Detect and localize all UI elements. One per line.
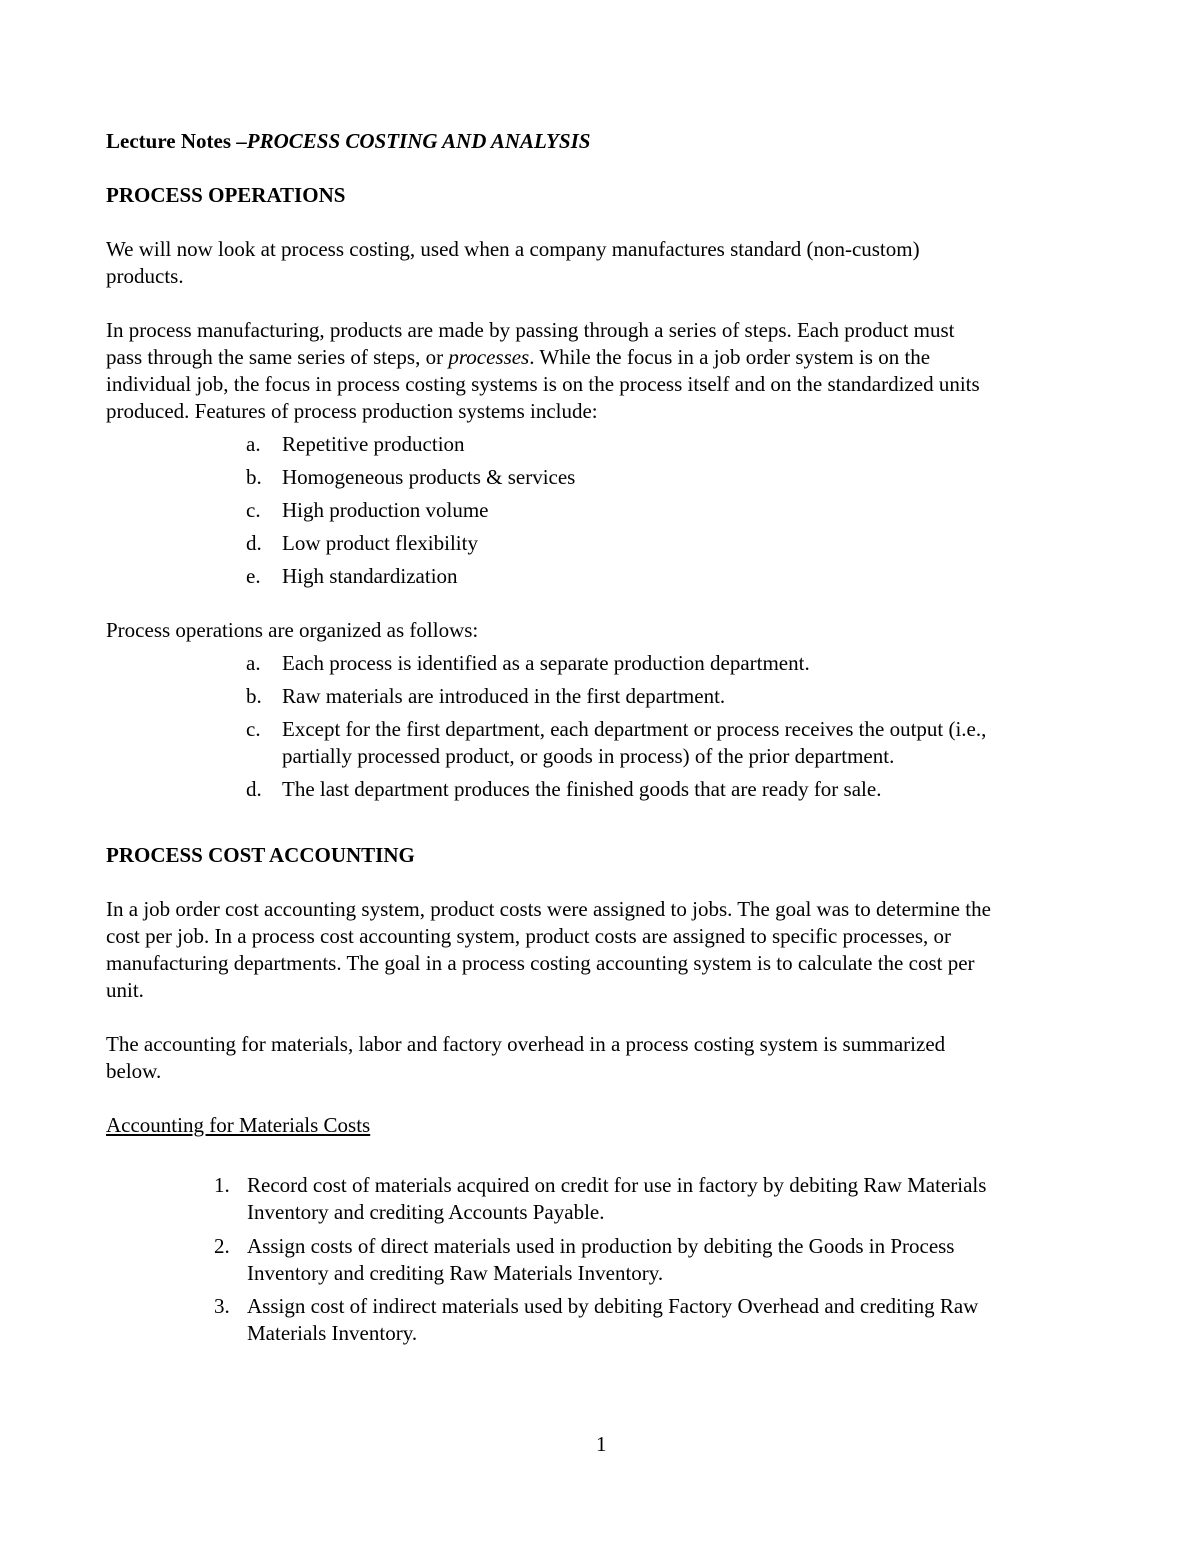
list-text: partially processed product, or goods in process) of the prior department. bbox=[282, 744, 895, 768]
paragraph-line: products. bbox=[106, 264, 184, 288]
list-text: Assign cost of indirect materials used by debiting Factory Overhead and crediting Raw bbox=[247, 1294, 979, 1318]
text-run: pass through the same series of steps, or bbox=[106, 345, 449, 369]
list-text: Raw materials are introduced in the first department. bbox=[282, 684, 726, 708]
heading-process-cost-accounting: PROCESS COST ACCOUNTING bbox=[106, 843, 415, 867]
subheading-materials-costs: Accounting for Materials Costs bbox=[106, 1113, 371, 1137]
list-text: Homogeneous products & services bbox=[282, 465, 576, 489]
list-text: High production volume bbox=[282, 498, 489, 522]
list-marker: b. bbox=[246, 684, 262, 708]
list-text: Inventory and crediting Raw Materials Inventory. bbox=[247, 1261, 664, 1285]
paragraph-line bbox=[106, 344, 930, 371]
list-marker: c. bbox=[246, 498, 261, 522]
list-text: Each process is identified as a separate production department. bbox=[282, 651, 810, 675]
list-marker: a. bbox=[246, 432, 261, 456]
list-text: Assign costs of direct materials used in production by debiting the Goods in Process bbox=[247, 1234, 955, 1258]
list-text: Materials Inventory. bbox=[247, 1321, 418, 1345]
list-text: Repetitive production bbox=[282, 432, 465, 456]
list-text: Inventory and crediting Accounts Payable. bbox=[247, 1200, 605, 1224]
paragraph-line: We will now look at process costing, used when a company manufactures standard (non-custom) bbox=[106, 237, 920, 261]
list-marker: 2. bbox=[214, 1234, 230, 1258]
document-title bbox=[106, 128, 590, 155]
list-text: High standardization bbox=[282, 564, 458, 588]
list-marker: 3. bbox=[214, 1294, 230, 1318]
emphasis-processes: processes bbox=[448, 345, 530, 369]
paragraph-line: The accounting for materials, labor and factory overhead in a process costing system is summarized bbox=[106, 1032, 946, 1056]
list-text: Except for the first department, each department or process receives the output (i.e., bbox=[282, 717, 987, 741]
list-marker: 1. bbox=[214, 1173, 230, 1197]
title-main: PROCESS COSTING AND ANALYSIS bbox=[246, 129, 591, 153]
paragraph-line: below. bbox=[106, 1059, 162, 1083]
paragraph-line: cost per job. In a process cost accounting system, product costs are assigned to specific processes, or bbox=[106, 924, 952, 948]
paragraph-line: manufacturing departments. The goal in a process costing accounting system is to calculate the cost per bbox=[106, 951, 975, 975]
list-text: Low product flexibility bbox=[282, 531, 478, 555]
list-marker: d. bbox=[246, 777, 262, 801]
list-marker: b. bbox=[246, 465, 262, 489]
list-marker: c. bbox=[246, 717, 261, 741]
paragraph-line: individual job, the focus in process costing systems is on the process itself and on the standardized units bbox=[106, 372, 980, 396]
list-text: The last department produces the finished goods that are ready for sale. bbox=[282, 777, 882, 801]
heading-process-operations: PROCESS OPERATIONS bbox=[106, 183, 346, 207]
text-run: . While the focus in a job order system is on the bbox=[529, 345, 931, 369]
list-marker: e. bbox=[246, 564, 261, 588]
paragraph-line: produced. Features of process production systems include: bbox=[106, 399, 598, 423]
paragraph-line: Process operations are organized as follows: bbox=[106, 618, 479, 642]
title-prefix: Lecture Notes – bbox=[106, 129, 247, 153]
paragraph-line: In a job order cost accounting system, product costs were assigned to jobs. The goal was to determine the bbox=[106, 897, 991, 921]
list-text: Record cost of materials acquired on credit for use in factory by debiting Raw Materials bbox=[247, 1173, 987, 1197]
page-number: 1 bbox=[596, 1432, 607, 1456]
list-marker: a. bbox=[246, 651, 261, 675]
paragraph-line: unit. bbox=[106, 978, 144, 1002]
paragraph-line: In process manufacturing, products are made by passing through a series of steps. Each product must bbox=[106, 318, 955, 342]
list-marker: d. bbox=[246, 531, 262, 555]
